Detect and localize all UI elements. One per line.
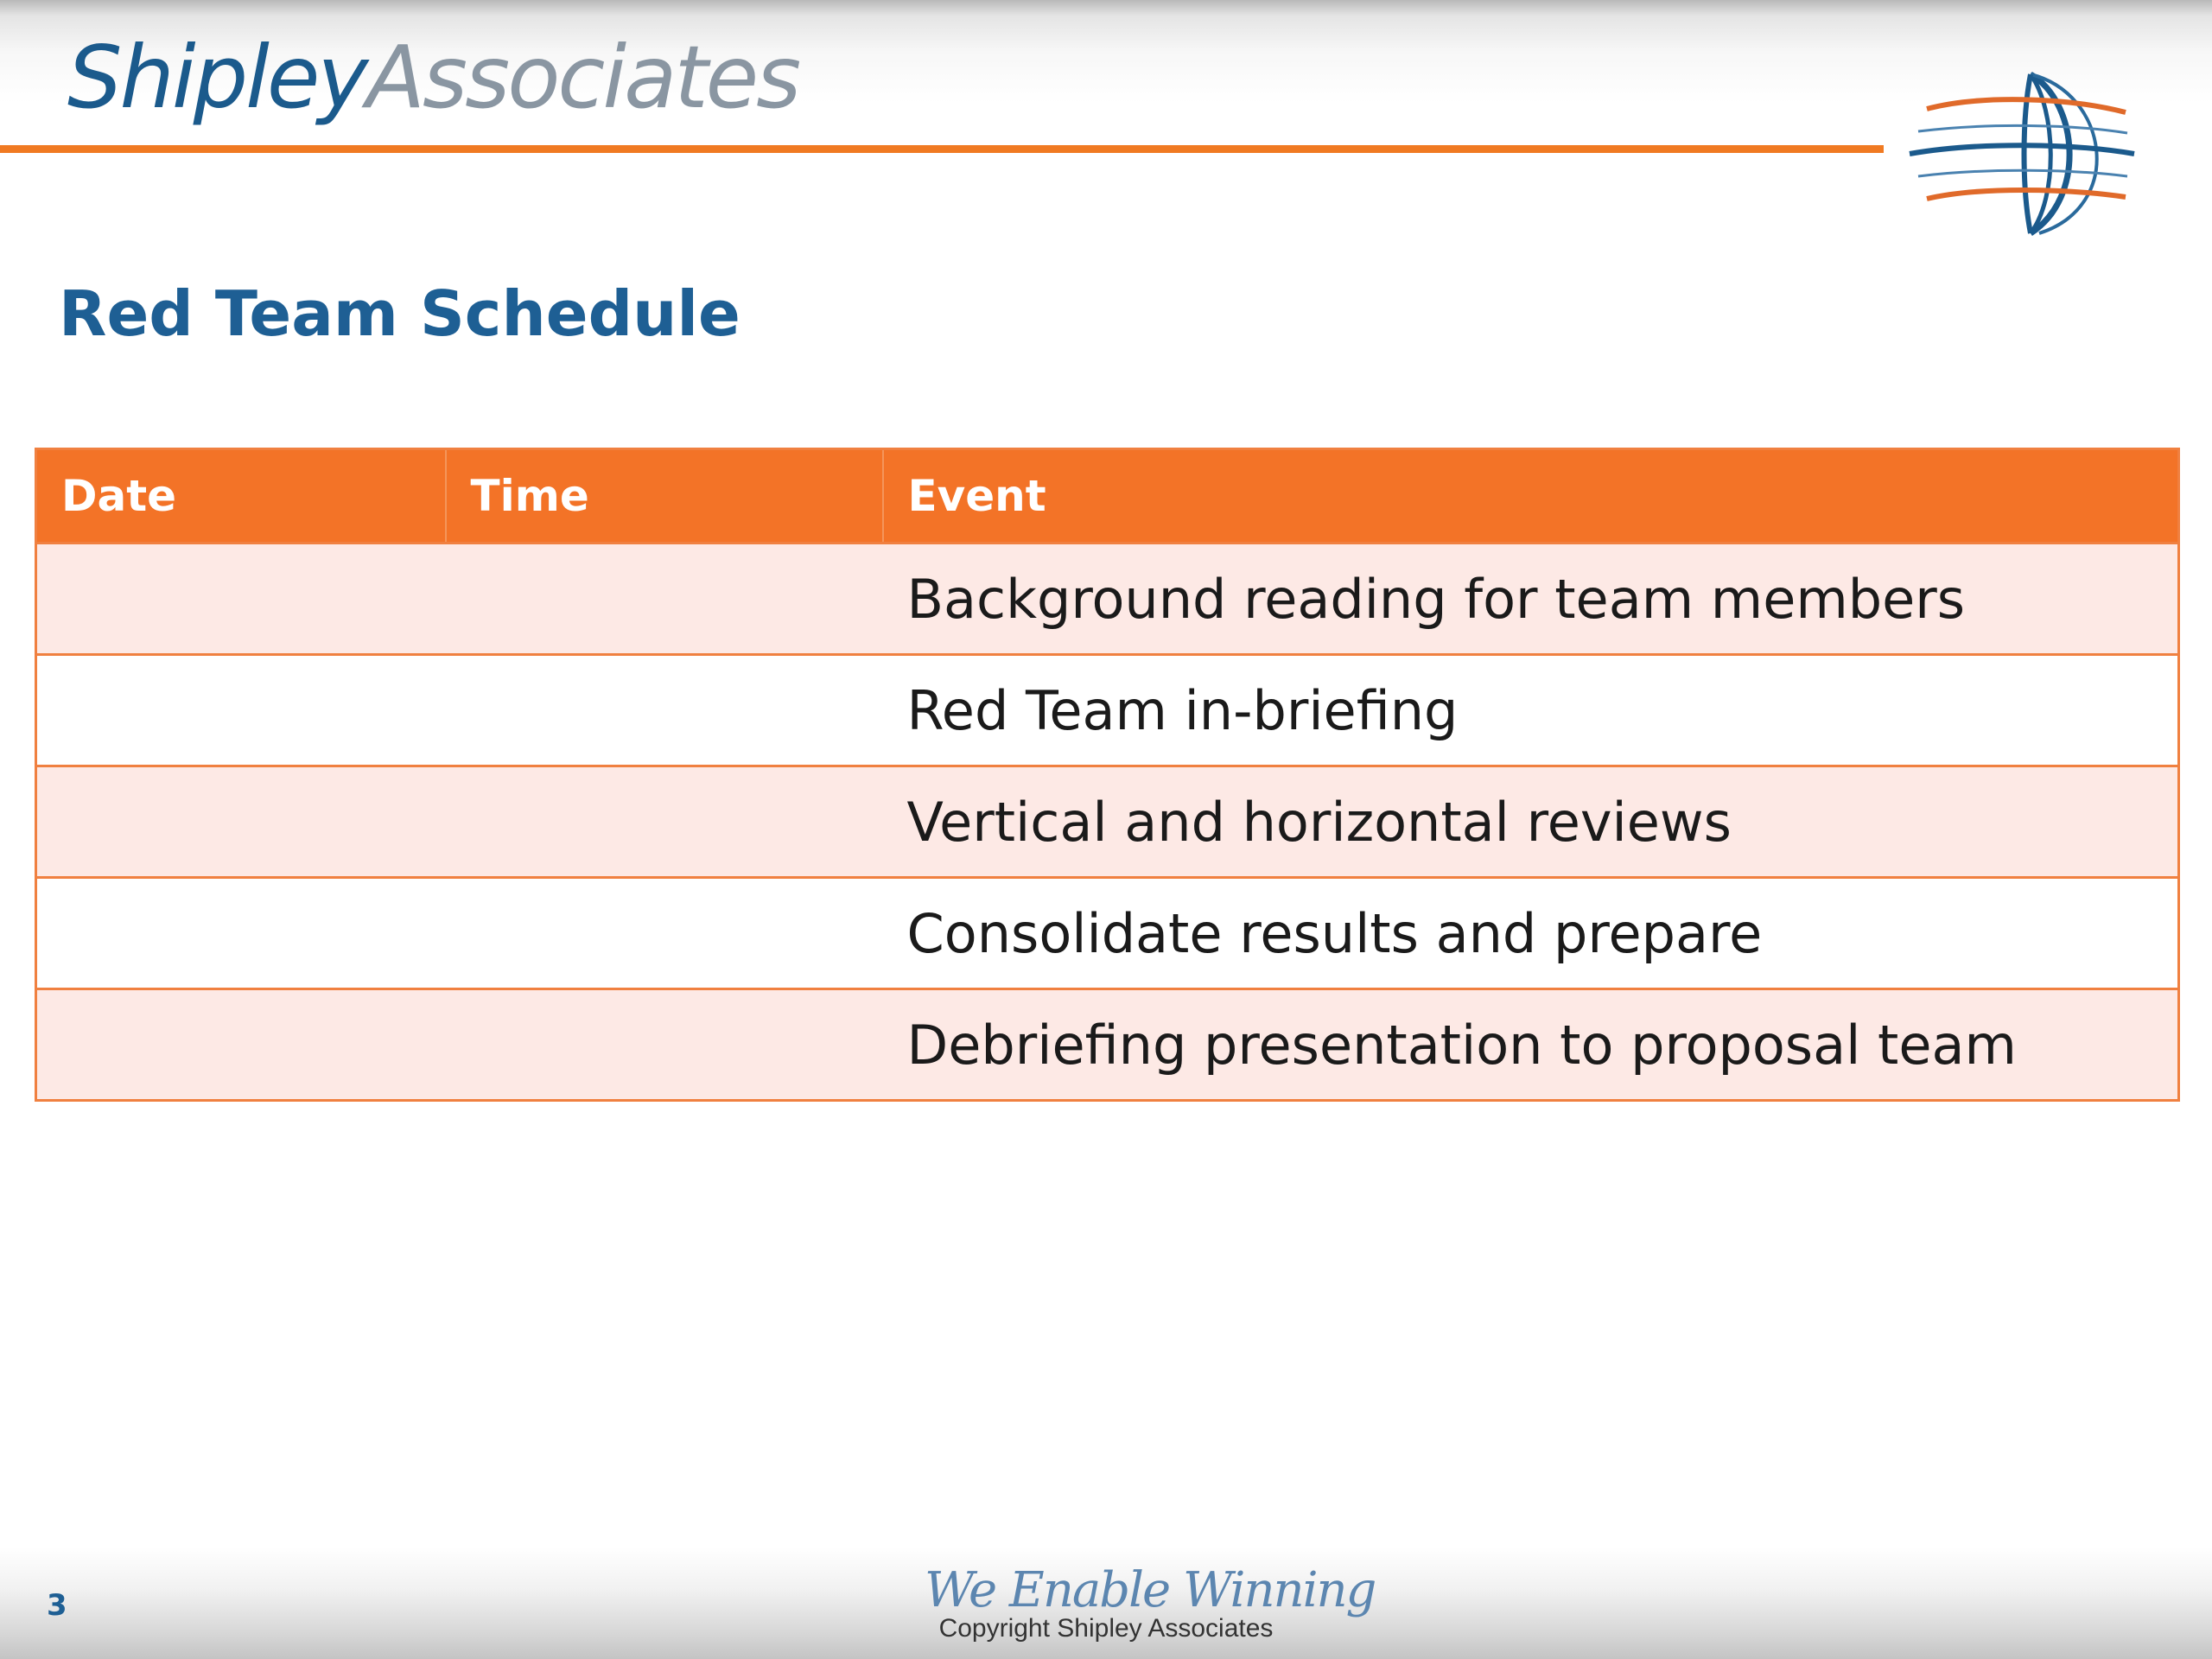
time-cell [446, 878, 883, 989]
date-cell [36, 655, 446, 766]
table-row [36, 989, 2179, 1101]
page-number: 3 [47, 1588, 67, 1623]
footer-copyright: Copyright Shipley Associates [938, 1614, 1274, 1643]
table-row [36, 766, 2179, 878]
event-cell: Vertical and horizontal reviews [883, 766, 2179, 878]
brand-name-part1: Shipley [67, 27, 366, 128]
column-header-event: Event [883, 449, 2179, 543]
brand-name-part2: Associates [365, 27, 799, 128]
date-cell [36, 878, 446, 989]
time-cell [446, 655, 883, 766]
table-row [36, 543, 2179, 655]
table-row [36, 878, 2179, 989]
time-cell [446, 989, 883, 1101]
schedule-table [35, 448, 2180, 1102]
slide-title: Red Team Schedule [59, 277, 741, 350]
date-cell [36, 543, 446, 655]
header-rule [0, 145, 1884, 153]
event-cell: Debriefing presentation to proposal team [883, 989, 2179, 1101]
event-cell: Red Team in-briefing [883, 655, 2179, 766]
table-header-row [36, 449, 2179, 543]
time-cell [446, 766, 883, 878]
date-cell [36, 766, 446, 878]
event-cell: Background reading for team members [883, 543, 2179, 655]
footer-tagline: We Enable Winning [925, 1562, 1376, 1618]
date-cell [36, 989, 446, 1101]
column-header-time: Time [446, 449, 883, 543]
table-row [36, 655, 2179, 766]
event-cell: Consolidate results and prepare [883, 878, 2179, 989]
column-header-date: Date [36, 449, 446, 543]
brand-wordmark [67, 26, 798, 130]
time-cell [446, 543, 883, 655]
globe-swoosh-icon [1901, 67, 2143, 240]
